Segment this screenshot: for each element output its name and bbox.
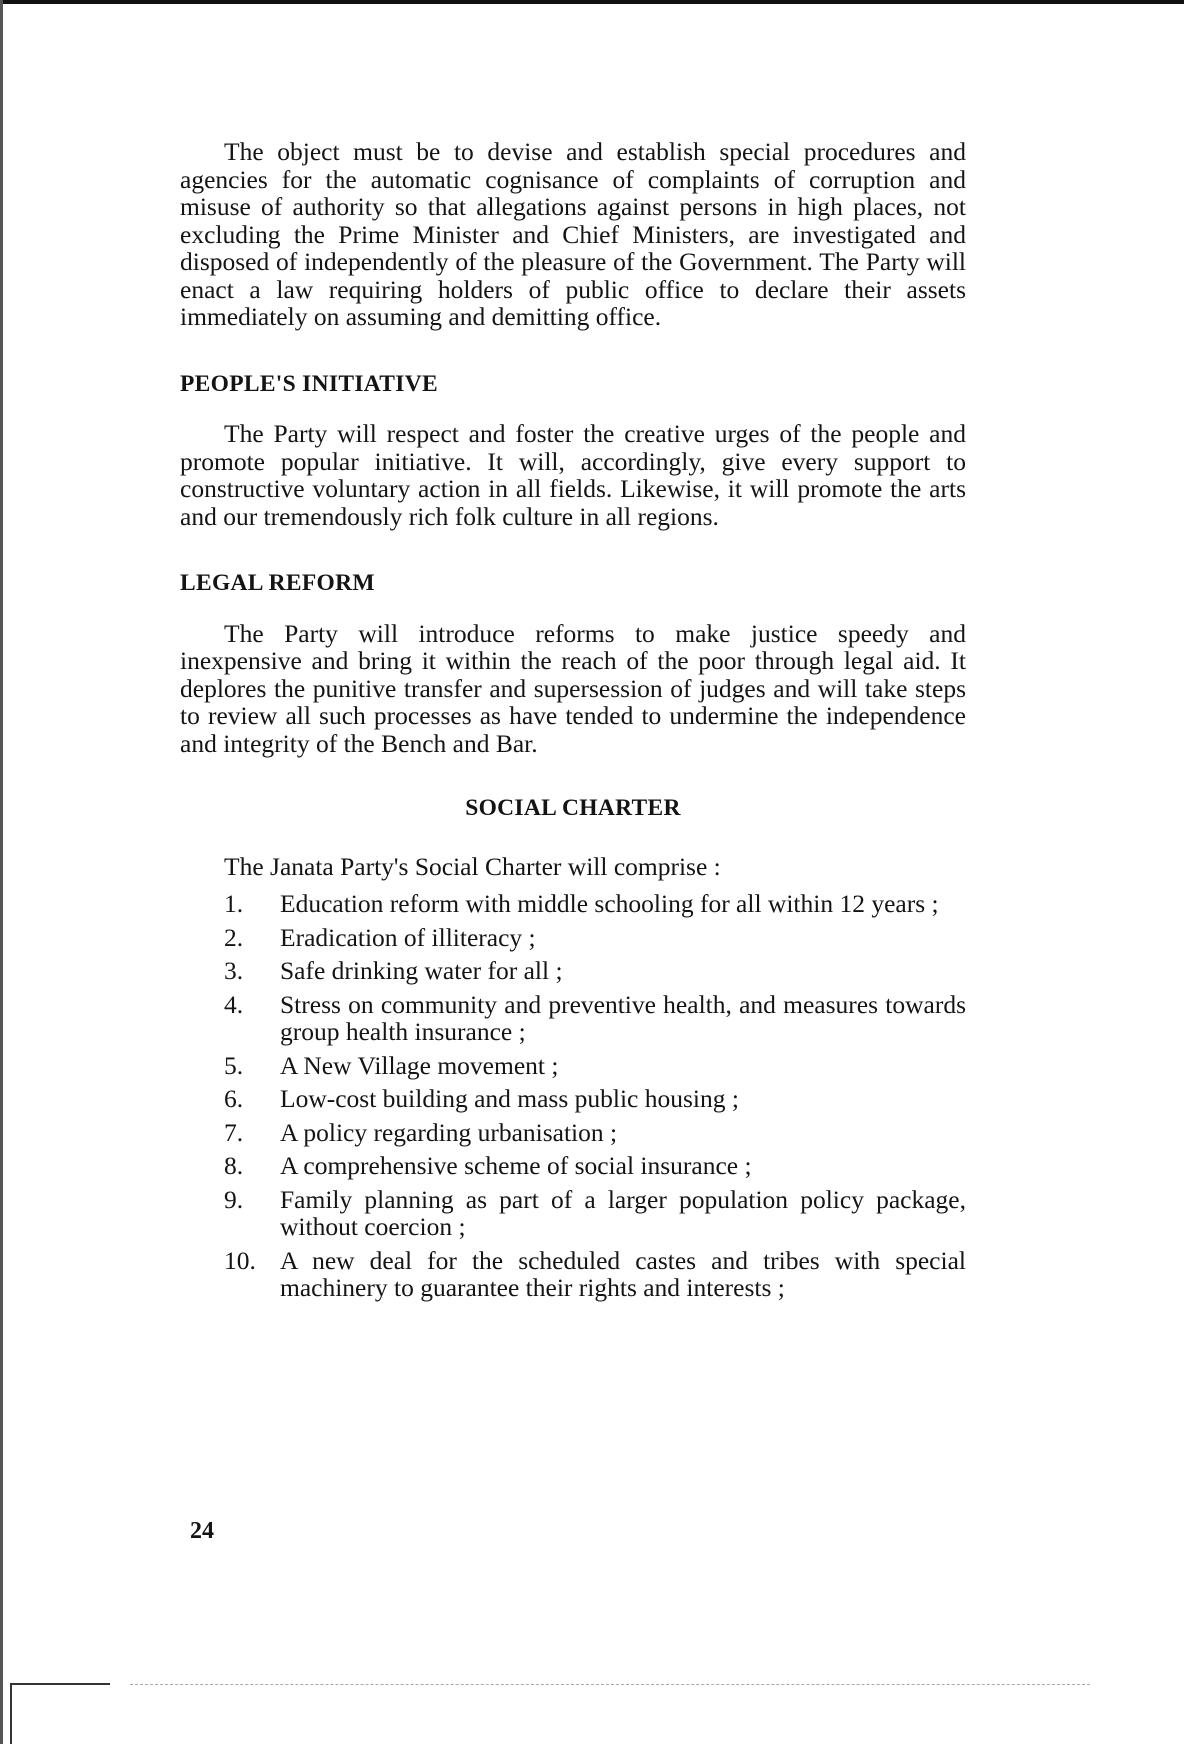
section-heading-social-charter: SOCIAL CHARTER bbox=[465, 795, 681, 821]
social-charter-list bbox=[180, 890, 966, 1302]
scan-bottom-edge bbox=[130, 1684, 1090, 1685]
list-item bbox=[180, 1152, 966, 1180]
list-item-text: A comprehensive scheme of social insurance ; bbox=[280, 1151, 752, 1180]
scan-corner-mark-vertical bbox=[10, 1683, 12, 1744]
section-heading-peoples-initiative: PEOPLE'S INITIATIVE bbox=[180, 370, 438, 397]
list-item bbox=[180, 1186, 966, 1241]
list-item-number: 7. bbox=[224, 1117, 244, 1147]
list-item-text: A new deal for the scheduled castes and tribes with special machinery to guarantee their rights and interests ; bbox=[280, 1245, 966, 1302]
list-item bbox=[180, 1119, 966, 1147]
list-item bbox=[180, 1085, 966, 1113]
list-item-text: Safe drinking water for all ; bbox=[280, 956, 563, 985]
scan-border-left bbox=[0, 0, 3, 1744]
list-item-number: 6. bbox=[224, 1084, 244, 1113]
list-item bbox=[180, 991, 966, 1046]
legal-reform-paragraph: The Party will introduce reforms to make justice speedy and inexpensive and bring it within the reach of the poor through legal aid. It deplores the punitive transfer and supersession of judges and will take steps to review all such processes as have tended to undermine the independence and integrity of the Bench and Bar. bbox=[180, 618, 966, 758]
section-heading-legal-reform: LEGAL REFORM bbox=[180, 570, 375, 596]
list-item-number: 2. bbox=[224, 922, 244, 952]
scan-border-top bbox=[0, 0, 1184, 4]
list-item-text: Family planning as part of a larger population policy package, without coercion ; bbox=[280, 1184, 966, 1241]
social-charter-intro: The Janata Party's Social Charter will comprise : bbox=[224, 851, 721, 881]
list-item-text: A policy regarding urbanisation ; bbox=[280, 1117, 618, 1147]
list-item bbox=[180, 924, 966, 952]
list-item-text: Stress on community and preventive health, and measures towards group health insurance ; bbox=[280, 989, 966, 1046]
list-item-number: 3. bbox=[224, 956, 244, 985]
list-item-text: Eradication of illiteracy ; bbox=[280, 922, 536, 952]
document-page bbox=[180, 138, 966, 1308]
page-number: 24 bbox=[190, 1518, 214, 1544]
object-paragraph: The object must be to devise and establish special procedures and agencies for the automatic cognisance of complaints of corruption and misuse of authority so that allegations against persons in high places, not excluding the Prime Minister and Chief Ministers, are investigated and disposed of independently of the pleasure of the Government. The Party will enact a law requiring holders of public office to declare their assets immediately on assuming and demitting office. bbox=[180, 137, 966, 331]
list-item bbox=[180, 957, 966, 985]
list-item-number: 8. bbox=[224, 1151, 244, 1180]
peoples-initiative-paragraph: The Party will respect and foster the creative urges of the people and promote popular initiative. It will, accordingly, give every support to constructive voluntary action in all fields. Likewise, it will promote the arts and our tremendously rich folk culture in all regions. bbox=[180, 419, 966, 531]
list-item-number: 1. bbox=[224, 889, 244, 918]
list-item bbox=[180, 890, 966, 918]
list-item bbox=[180, 1247, 966, 1302]
list-item-text: Low-cost building and mass public housing ; bbox=[280, 1084, 739, 1113]
scan-corner-mark bbox=[10, 1683, 110, 1685]
list-item-text: Education reform with middle schooling for all within 12 years ; bbox=[280, 889, 939, 918]
list-item bbox=[180, 1052, 966, 1080]
list-item-number: 5. bbox=[224, 1050, 244, 1080]
list-item-number: 10. bbox=[224, 1245, 256, 1275]
list-item-text: A New Village movement ; bbox=[280, 1050, 559, 1080]
list-item-number: 4. bbox=[224, 989, 244, 1019]
list-item-number: 9. bbox=[224, 1184, 244, 1214]
